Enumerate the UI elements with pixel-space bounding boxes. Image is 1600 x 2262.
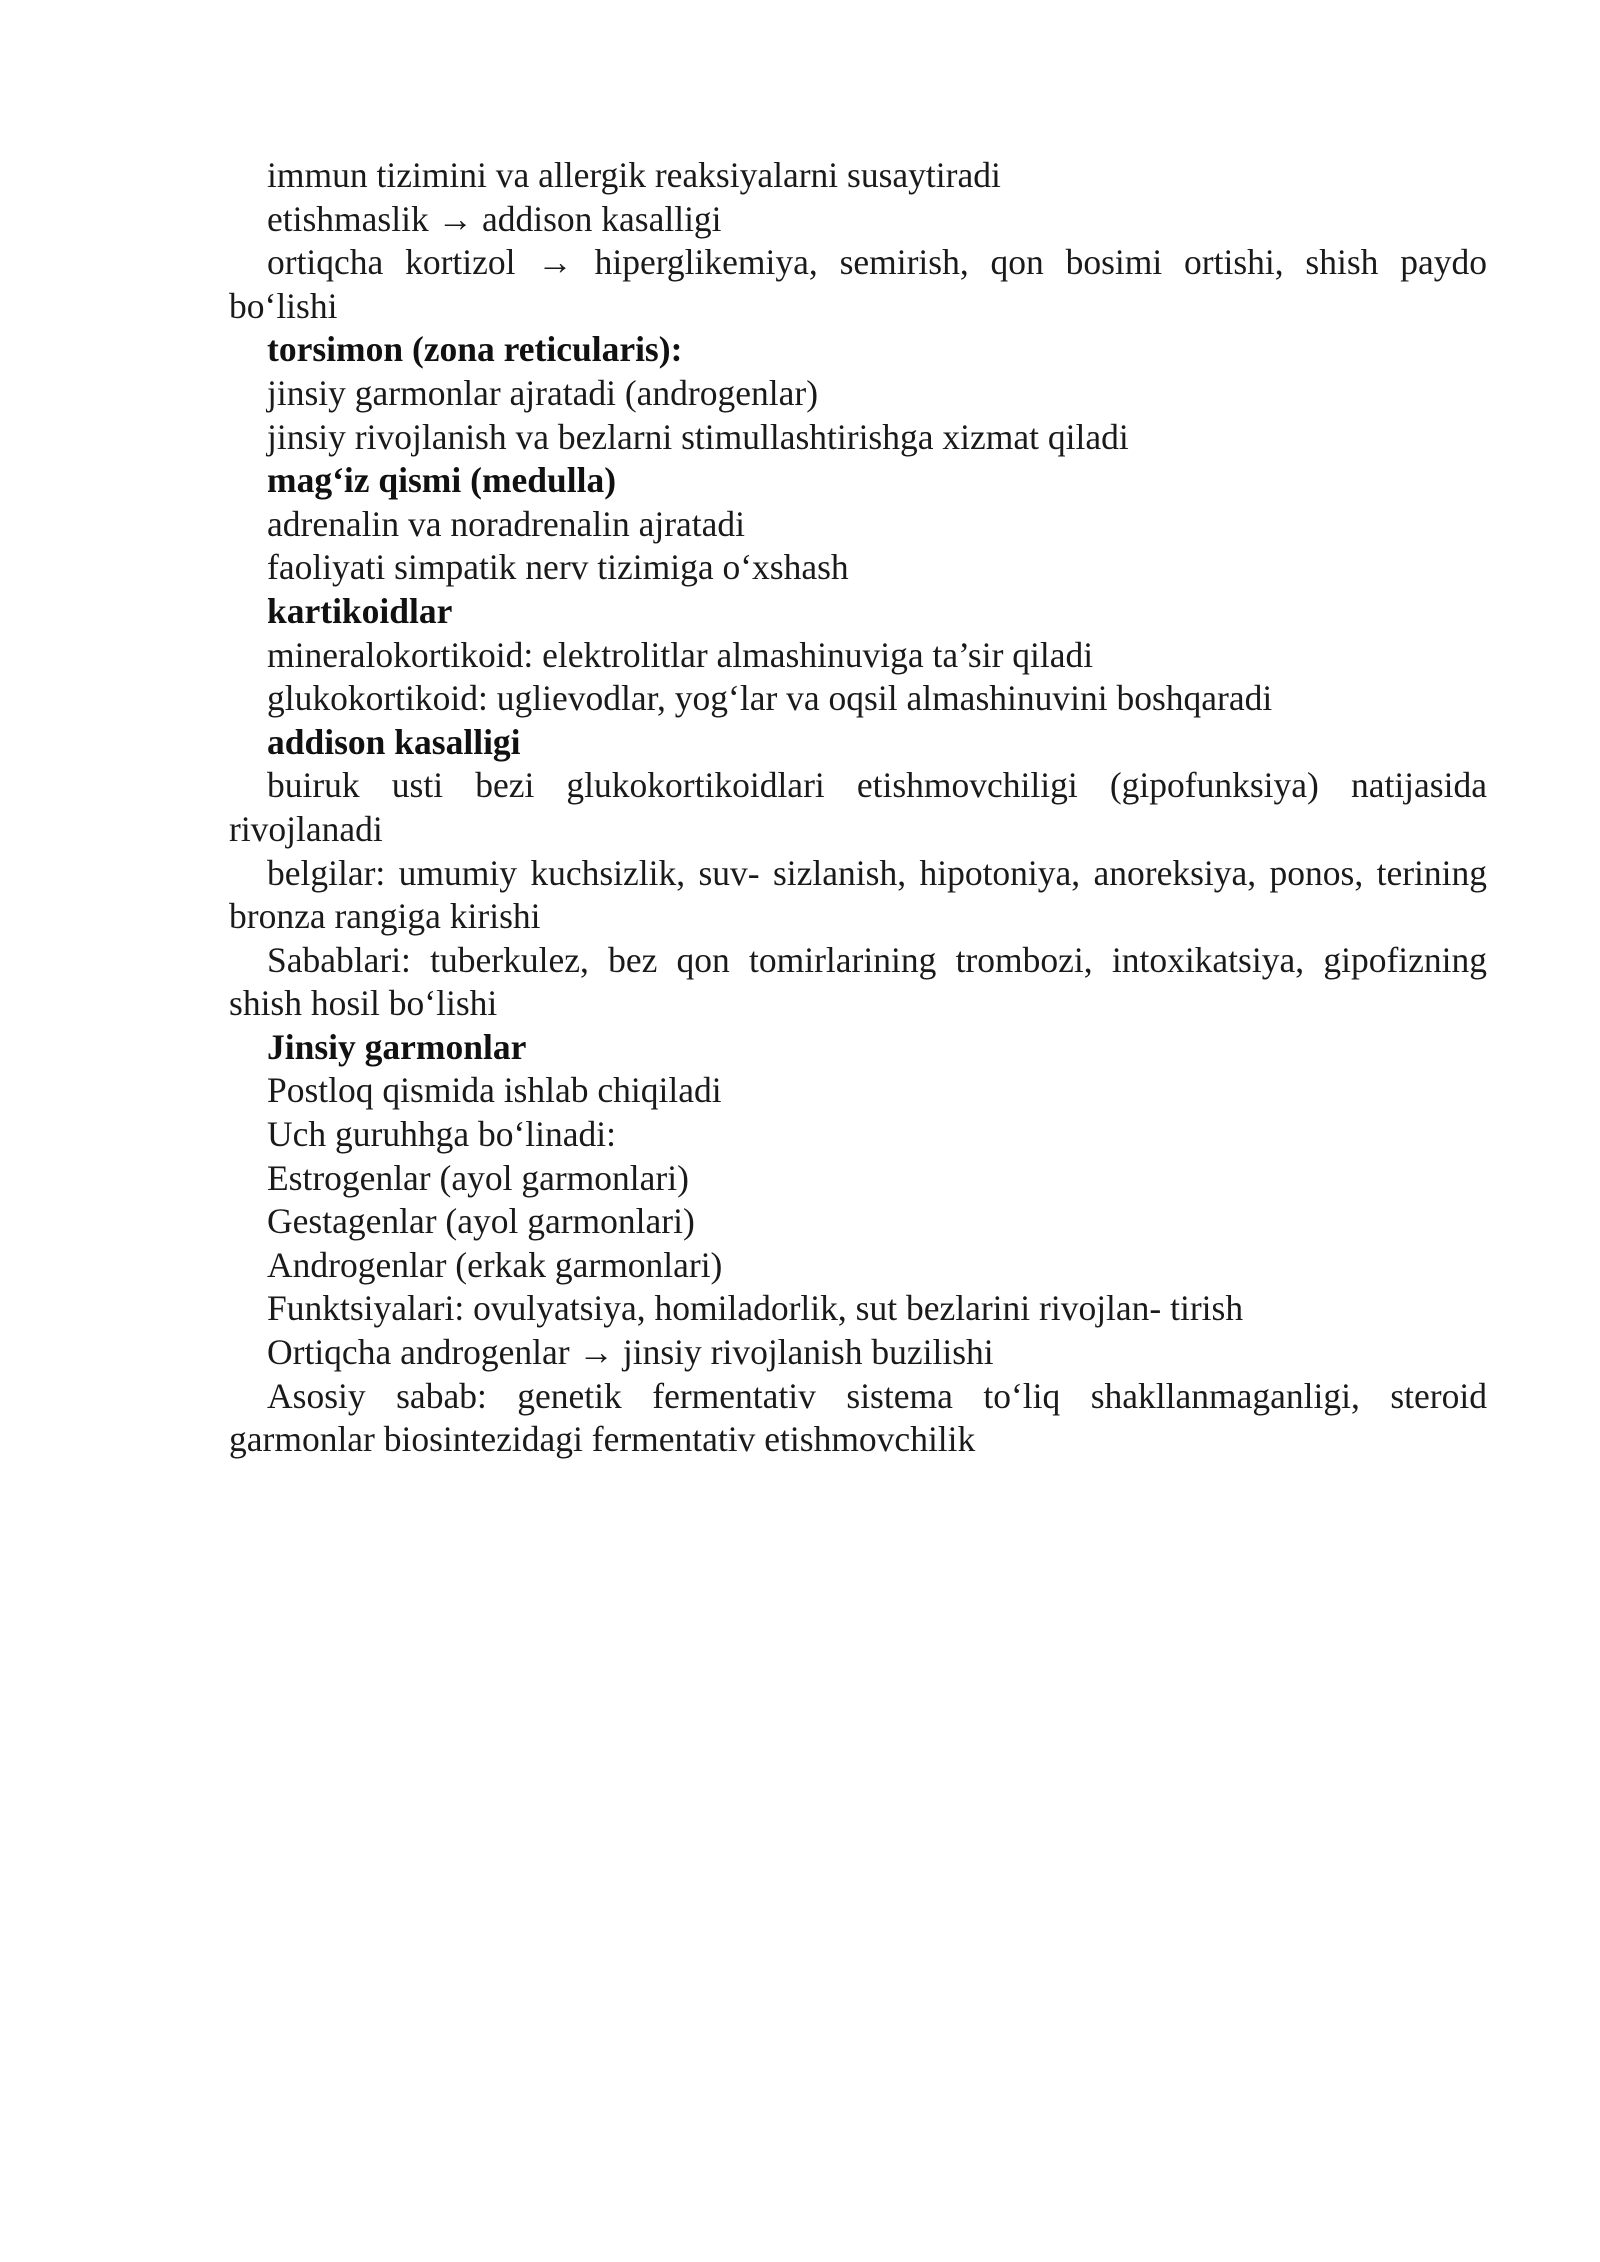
paragraph: Estrogenlar (ayol garmonlari) [267, 1157, 689, 1198]
section-heading: torsimon (zona reticularis): [267, 329, 683, 370]
section-heading: addison kasalligi [267, 721, 521, 762]
paragraph: Androgenlar (erkak garmonlari) [267, 1244, 723, 1285]
paragraph: Gestagenlar (ayol garmonlari) [267, 1201, 695, 1242]
paragraph: adrenalin va noradrenalin ajratadi [267, 503, 746, 544]
paragraph: mineralokortikoid: elektrolitlar almashinuviga ta’sir qiladi [267, 634, 1094, 675]
paragraph: glukokortikoid: uglievodlar, yog‘lar va oqsil almashinuvini boshqaradi [267, 678, 1273, 719]
paragraph: jinsiy rivojlanish va bezlarni stimullashtirishga xizmat qiladi [267, 416, 1129, 457]
paragraph: Postloq qismida ishlab chiqiladi [267, 1070, 722, 1111]
paragraph: immun tizimini va allergik reaksiyalarni susaytiradi [267, 155, 1001, 195]
paragraph: belgilar: umumiy kuchsizlik, suv- sizlanish, hipotoniya, anoreksiya, ponos, terining bronza rangiga kirishi [229, 852, 1487, 937]
paragraph: Uch guruhhga bo‘linadi: [267, 1114, 617, 1155]
paragraph: Funktsiyalari: ovulyatsiya, homiladorlik, sut bezlarini rivojlan- tirish [267, 1288, 1244, 1329]
paragraph: ortiqcha kortizol → hiperglikemiya, semirish, qon bosimi ortishi, shish paydo bo‘lishi [229, 242, 1487, 326]
paragraph: jinsiy garmonlar ajratadi (androgenlar) [267, 372, 819, 413]
paragraph: buiruk usti bezi glukokortikoidlari etishmovchiligi (gipofunksiya) natijasida rivojlanadi [229, 765, 1487, 849]
paragraph: Ortiqcha androgenlar → jinsiy rivojlanish buzilishi [267, 1332, 994, 1373]
paragraph: faoliyati simpatik nerv tizimiga o‘xshash [267, 547, 849, 588]
section-heading: Jinsiy garmonlar [267, 1026, 527, 1067]
document-body [229, 154, 1487, 1462]
section-heading: kartikoidlar [267, 590, 453, 631]
paragraph: Asosiy sabab: genetik fermentativ sistema to‘liq shakllanmaganligi, steroid garmonlar biosintezidagi fermentativ etishmovchilik [229, 1375, 1487, 1460]
section-heading: mag‘iz qismi (medulla) [267, 460, 617, 501]
paragraph: Sabablari: tuberkulez, bez qon tomirlarining trombozi, intoxikatsiya, gipofizning shish hosil bo‘lishi [229, 939, 1487, 1024]
paragraph: etishmaslik → addison kasalligi [267, 198, 722, 239]
